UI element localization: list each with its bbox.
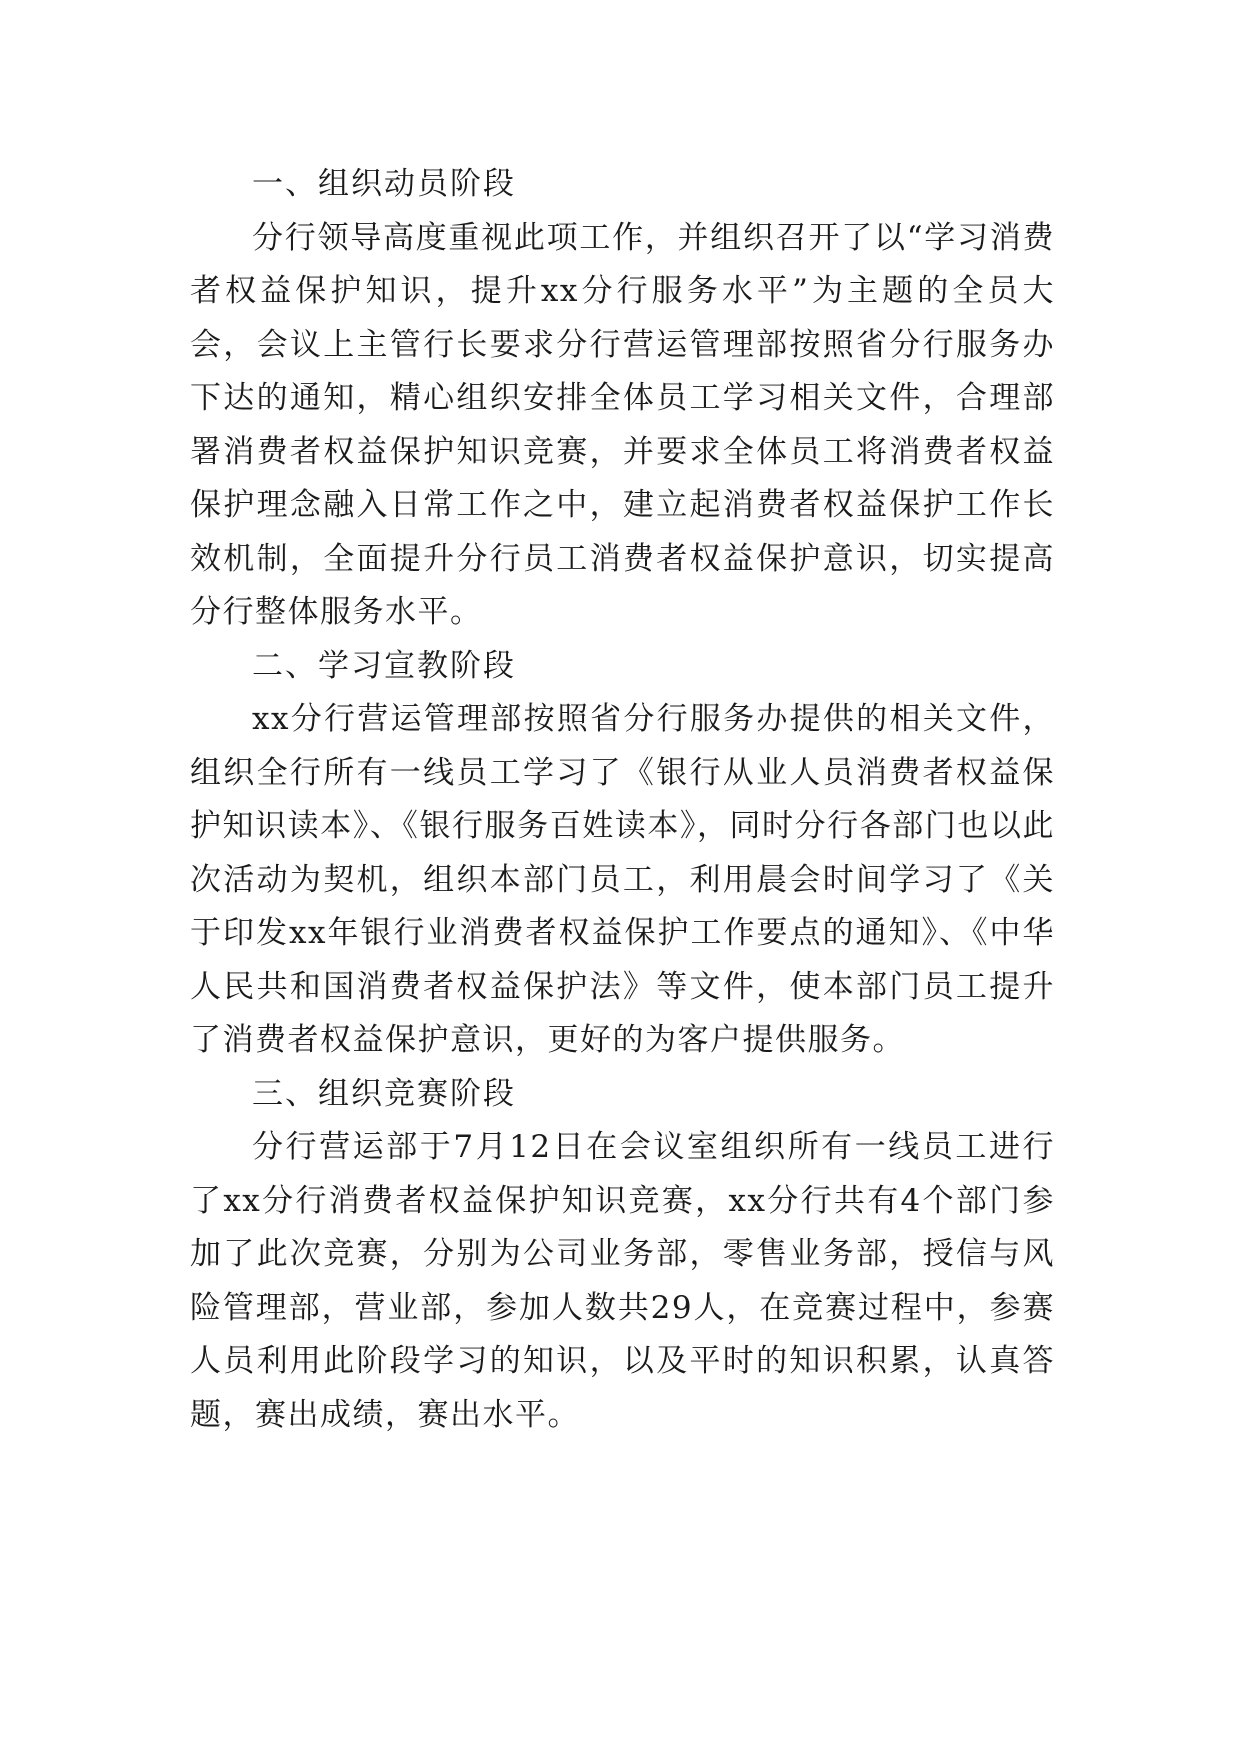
section-paragraph-1: 分行领导高度重视此项工作，并组织召开了以“学习消费者权益保护知识，提升xx分行服务水平”为主题的全员大会，会议上主管行长要求分行营运管理部按照省分行服务办下达的通知，精心组织安排全体员工学习相关文件，合理部署消费者权益保护知识竞赛，并要求全体员工将消费者权益保护理念融入日常工作之中，建立起消费者权益保护工作长效机制，全面提升分行员工消费者权益保护意识，切实提高分行整体服务水平。 (190, 219, 1055, 630)
section-heading-3: 三、组织竞赛阶段 (252, 1075, 516, 1112)
section-heading-1: 一、组织动员阶段 (252, 166, 516, 202)
document-body (190, 158, 1055, 1442)
section-paragraph-3: 分行营运部于7月12日在会议室组织所有一线员工进行了xx分行消费者权益保护知识竞赛，xx分行共有4个部门参加了此次竞赛，分别为公司业务部，零售业务部，授信与风险管理部，营业部，参加人数共29人，在竞赛过程中，参赛人员利用此阶段学习的知识，以及平时的知识积累，认真答题，赛出成绩，赛出水平。 (190, 1129, 1055, 1433)
section-heading-2: 二、学习宣教阶段 (252, 647, 516, 684)
section-paragraph-2: xx分行营运管理部按照省分行服务办提供的相关文件，组织全行所有一线员工学习了《银行从业人员消费者权益保护知识读本》、《银行服务百姓读本》，同时分行各部门也以此次活动为契机，组织本部门员工，利用晨会时间学习了《关于印发xx年银行业消费者权益保护工作要点的通知》、《中华人民共和国消费者权益保护法》等文件，使本部门员工提升了消费者权益保护意识，更好的为客户提供服务。 (190, 701, 1055, 1058)
